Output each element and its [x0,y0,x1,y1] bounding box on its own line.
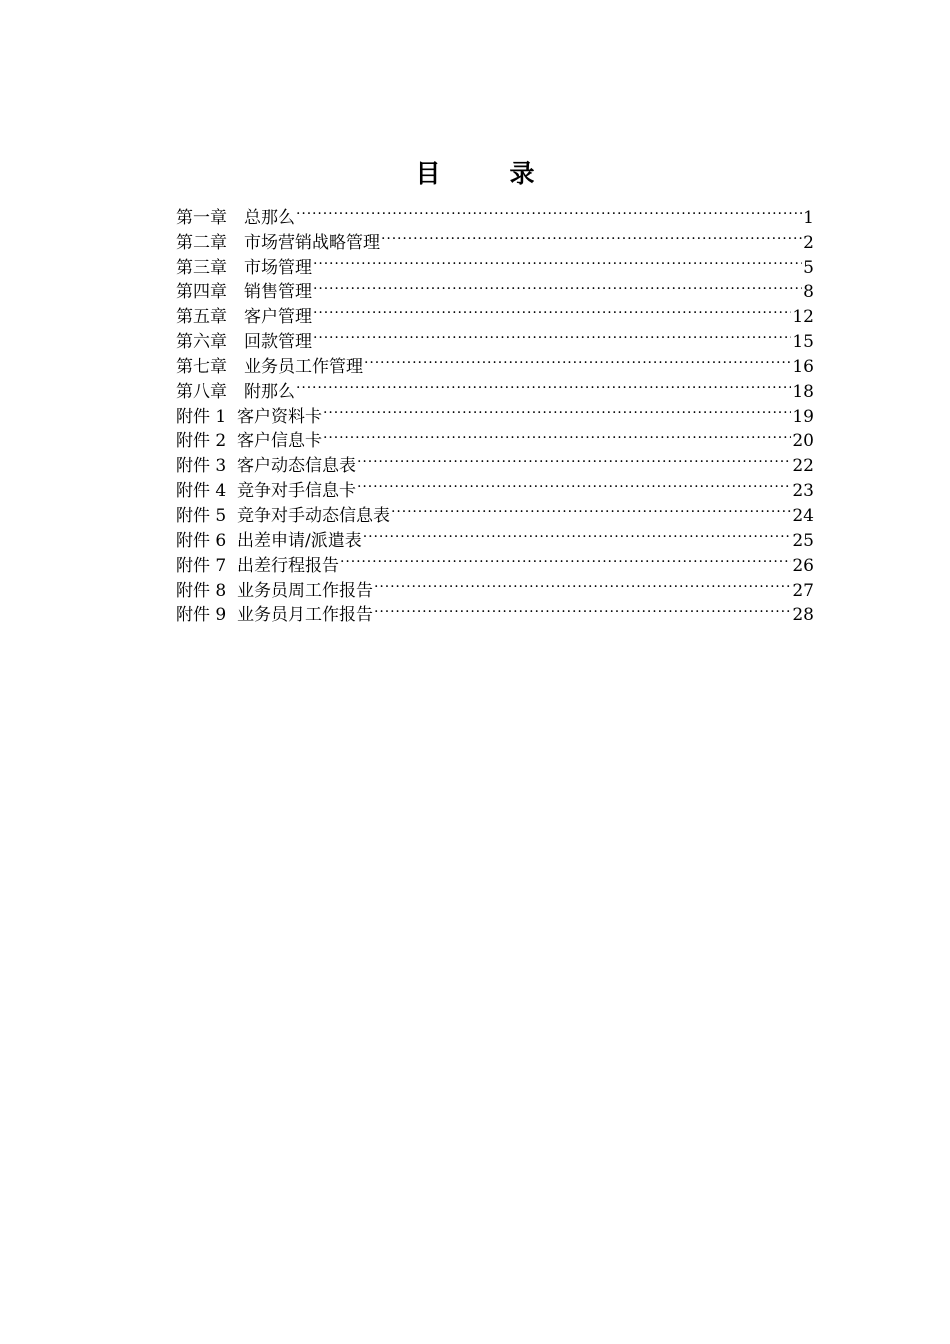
toc-leader-dots [313,322,791,347]
toc-entry-page: 12 [792,307,814,328]
toc-entry-label: 附件 1 客户资料卡 [176,406,323,427]
toc-leader-dots [374,596,791,621]
toc-entry-label: 第五章 客户管理 [176,307,312,328]
toc-leader-dots [323,422,791,447]
toc-entry-label: 第一章 总那么 [176,207,295,228]
toc-entry-page: 28 [792,605,814,626]
toc-entry-page: 5 [803,257,814,278]
toc-entry-page: 15 [792,332,814,353]
toc-leader-dots [357,446,791,471]
toc-entry-page: 27 [792,580,814,601]
toc-entry-label: 附件 5 竞争对手动态信息表 [176,505,391,526]
toc-leader-dots [357,471,791,496]
toc-entry-page: 25 [792,530,814,551]
toc-leader-dots [296,372,791,397]
toc-entry-page: 24 [792,505,814,526]
toc-leader-dots [296,198,802,223]
toc-entry-label: 附件 4 竞争对手信息卡 [176,481,357,502]
toc-leader-dots [363,521,792,546]
toc-entry-label: 附件 7 出差行程报告 [176,555,340,576]
toc-entry-label: 第三章 市场管理 [176,257,312,278]
toc-leader-dots [374,571,791,596]
toc-leader-dots [381,223,802,248]
toc-entry-label: 附件 6 出差申请/派遣表 [176,530,362,551]
toc-entry[interactable] [176,198,814,228]
toc-entry-page: 22 [792,456,814,477]
toc-entry-page: 1 [803,207,814,228]
toc-entry-label: 附件 9 业务员月工作报告 [176,605,374,626]
toc-list [176,198,814,626]
toc-entry-label: 附件 2 客户信息卡 [176,431,323,452]
toc-leader-dots [323,397,791,422]
toc-title: 目 录 [415,159,557,188]
toc-entry-label: 附件 3 客户动态信息表 [176,456,357,477]
toc-entry-page: 20 [792,431,814,452]
toc-leader-dots [313,273,802,298]
toc-leader-dots [340,546,791,571]
toc-entry-page: 19 [792,406,814,427]
toc-entry-label: 第四章 销售管理 [176,282,312,303]
toc-entry-page: 23 [792,481,814,502]
toc-entry-page: 18 [792,381,814,402]
toc-entry-page: 2 [803,232,814,253]
toc-entry-label: 第二章 市场营销战略管理 [176,232,380,253]
toc-entry-page: 8 [803,282,814,303]
toc-leader-dots [313,248,802,273]
toc-entry-label: 第六章 回款管理 [176,332,312,353]
toc-entry-page: 16 [792,356,814,377]
toc-entry-page: 26 [792,555,814,576]
toc-leader-dots [313,297,791,322]
toc-entry-label: 第七章 业务员工作管理 [176,356,363,377]
toc-leader-dots [391,496,791,521]
toc-entry-label: 第八章 附那么 [176,381,295,402]
toc-leader-dots [364,347,791,372]
toc-entry-label: 附件 8 业务员周工作报告 [176,580,374,601]
